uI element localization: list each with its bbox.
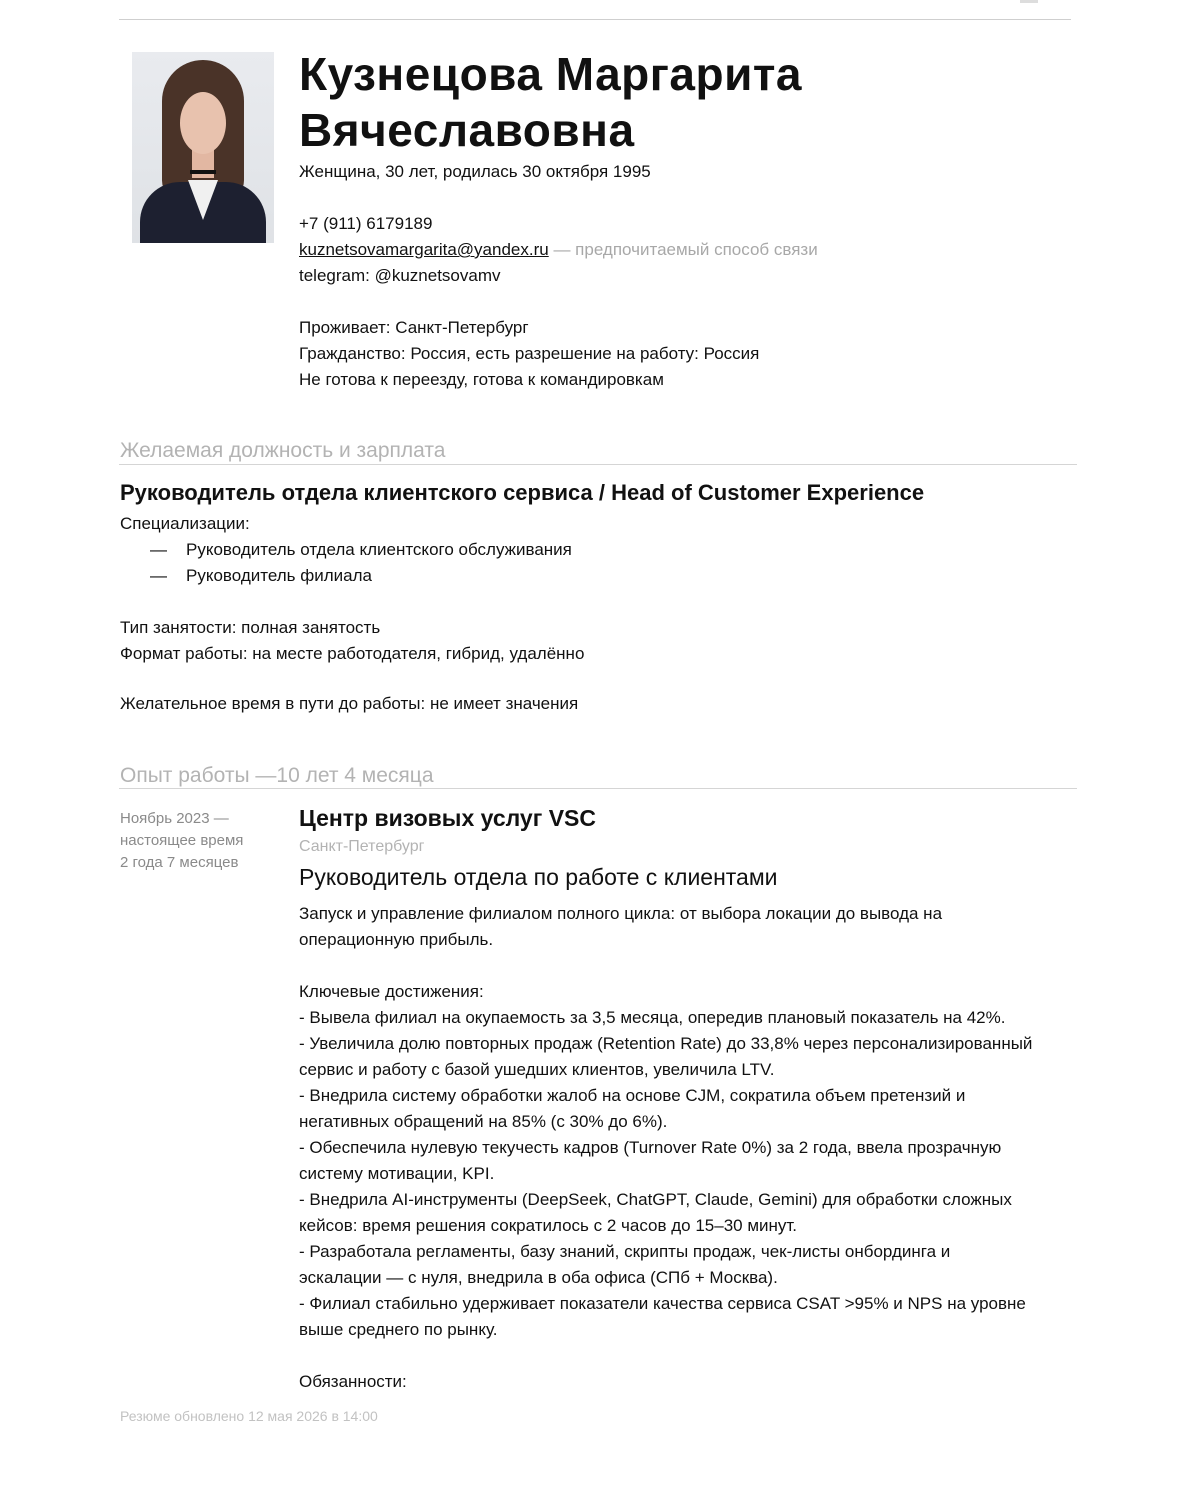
period-duration: 2 года 7 месяцев <box>120 854 239 871</box>
experience-section-divider <box>119 788 1077 789</box>
citizenship: Гражданство: Россия, есть разрешение на работу: Россия <box>299 344 760 363</box>
achievements-label: Ключевые достижения: <box>299 982 484 1001</box>
desired-section-divider <box>119 464 1077 465</box>
desired-section-title: Желаемая должность и зарплата <box>120 439 446 462</box>
name-line-2: Вячеславовна <box>299 104 635 156</box>
job-description <box>299 901 1089 1395</box>
specialization-item: Руководитель филиала <box>186 566 372 585</box>
duties-label: Обязанности: <box>299 1372 407 1391</box>
personal-info: Женщина, 30 лет, родилась 30 октября 1995 <box>299 162 651 181</box>
top-edge-mark <box>1020 0 1038 3</box>
achievement-item: - Разработала регламенты, базу знаний, скрипты продаж, чек-листы онбординга и эскалации — с нуля, внедрила в оба офиса (СПб + Москва). <box>299 1242 951 1287</box>
achievement-item: - Внедрила AI-инструменты (DeepSeek, ChatGPT, Claude, Gemini) для обработки сложных кейсов: время решения сократилось с 2 часов до 15–30 минут. <box>299 1190 1012 1235</box>
job-period <box>120 808 243 874</box>
email-link[interactable]: kuznetsovamargarita@yandex.ru <box>299 240 549 259</box>
achievement-item: - Вывела филиал на окупаемость за 3,5 месяца, опередив плановый показатель на 42%. <box>299 1008 1006 1027</box>
achievement-item: - Филиал стабильно удерживает показатели качества сервиса CSAT >95% и NPS на уровне выше среднего по рынку. <box>299 1294 1026 1339</box>
achievement-item: - Внедрила систему обработки жалоб на основе CJM, сократила объем претензий и негативных обращений на 85% (с 30% до 6%). <box>299 1086 966 1131</box>
candidate-name <box>299 46 802 158</box>
telegram-handle: telegram: @kuznetsovamv <box>299 266 501 285</box>
profile-photo <box>132 52 274 243</box>
achievement-item: - Увеличила долю повторных продаж (Retention Rate) до 33,8% через персонализированный сервис и работу с базой ушедших клиентов, увеличила LTV. <box>299 1034 1033 1079</box>
name-line-1: Кузнецова Маргарита <box>299 48 802 100</box>
phone-number: +7 (911) 6179189 <box>299 214 433 233</box>
achievement-item: - Обеспечила нулевую текучесть кадров (Turnover Rate 0%) за 2 года, ввела прозрачную систему мотивации, KPI. <box>299 1138 1002 1183</box>
specializations-label: Специализации: <box>120 514 250 533</box>
top-divider <box>119 19 1071 20</box>
period-end: настоящее время <box>120 832 244 849</box>
company-name: Центр визовых услуг VSC <box>299 805 596 831</box>
desired-position: Руководитель отдела клиентского сервиса / Head of Customer Experience <box>120 480 925 505</box>
residence: Проживает: Санкт-Петербург <box>299 318 529 337</box>
commute-time: Желательное время в пути до работы: не имеет значения <box>120 694 579 713</box>
list-dash: — <box>150 566 167 585</box>
job-title: Руководитель отдела по работе с клиентами <box>299 864 778 890</box>
period-start: Ноябрь 2023 — <box>120 810 229 827</box>
job-summary: Запуск и управление филиалом полного цикла: от выбора локации до вывода на операционную прибыль. <box>299 904 943 949</box>
resume-updated: Резюме обновлено 12 мая 2026 в 14:00 <box>120 1408 378 1424</box>
employment-type: Тип занятости: полная занятость <box>120 618 381 637</box>
specialization-item: Руководитель отдела клиентского обслуживания <box>186 540 572 559</box>
list-dash: — <box>150 540 167 559</box>
email-note: — предпочитаемый способ связи <box>553 240 818 259</box>
relocation: Не готова к переезду, готова к командировкам <box>299 370 664 389</box>
email-row <box>299 237 818 263</box>
experience-section-title: Опыт работы —10 лет 4 месяца <box>120 764 434 787</box>
work-format: Формат работы: на месте работодателя, гибрид, удалённо <box>120 644 585 663</box>
company-city: Санкт-Петербург <box>299 838 425 855</box>
